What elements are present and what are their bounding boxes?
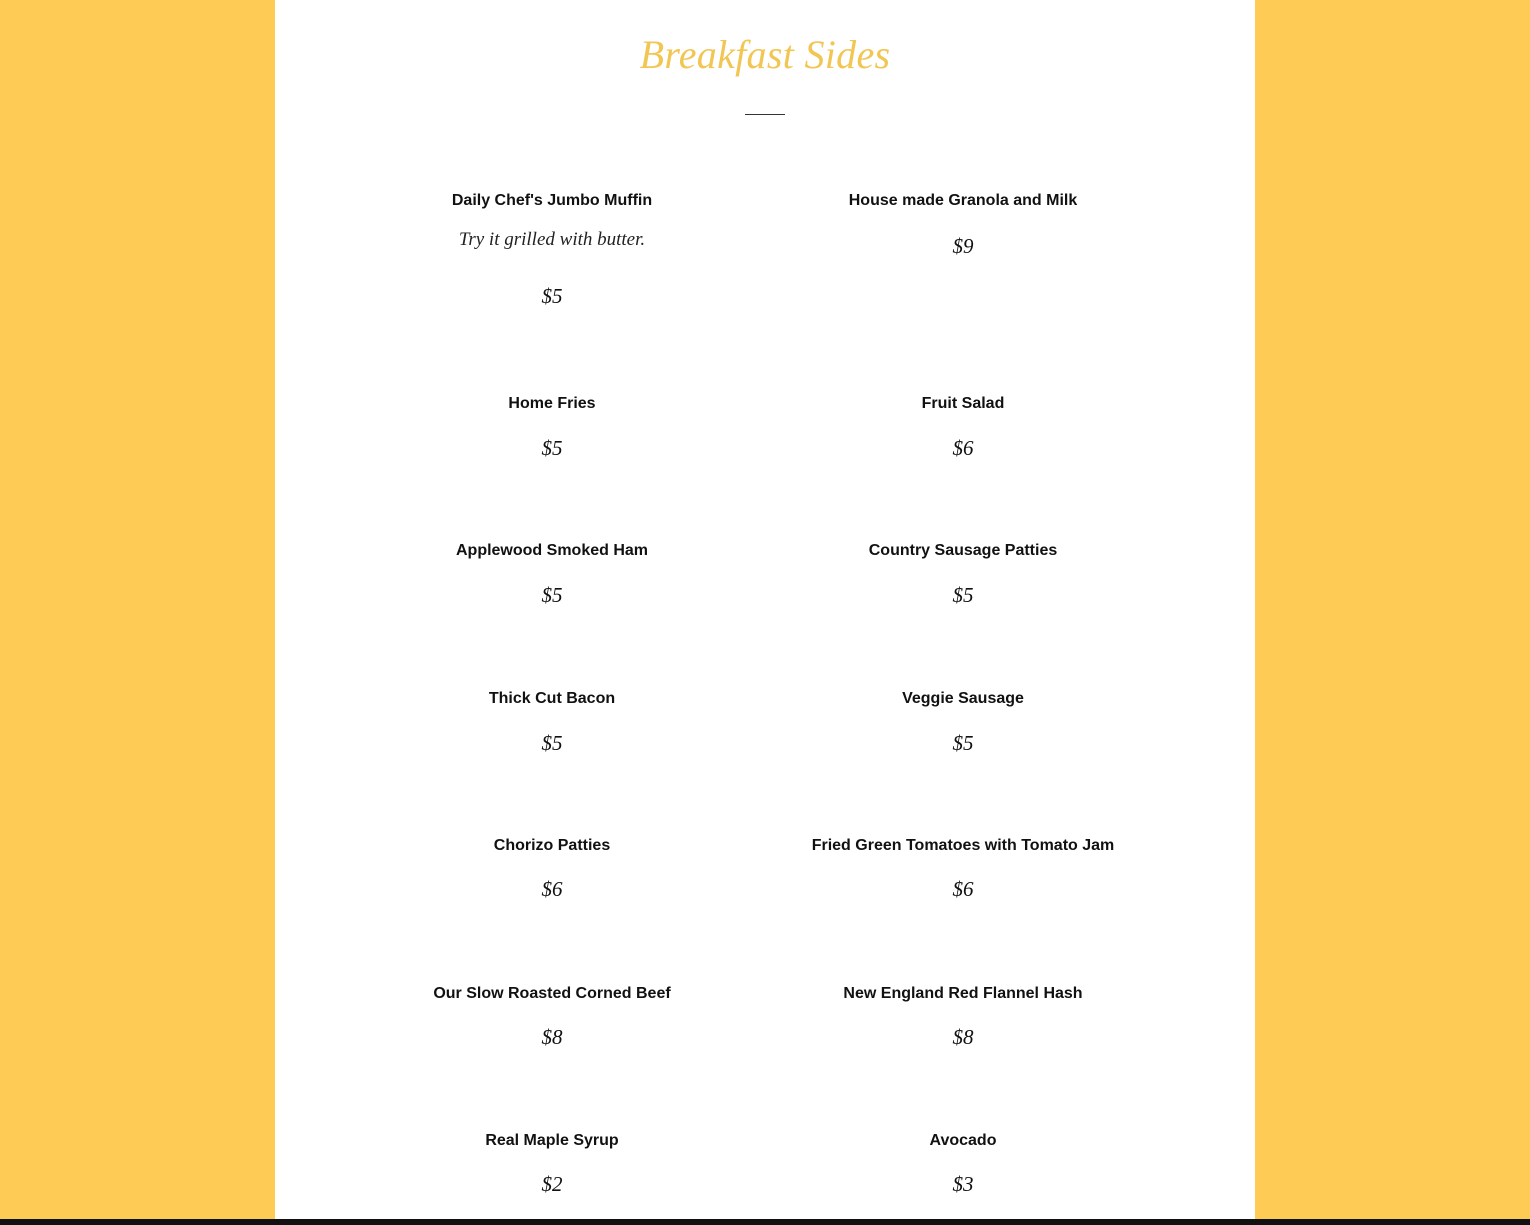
- menu-item: [763, 689, 1163, 756]
- item-name: New England Red Flannel Hash: [843, 985, 1083, 1002]
- item-name: Our Slow Roasted Corned Beef: [433, 985, 671, 1002]
- item-price: $5: [541, 284, 563, 308]
- menu-item: [352, 541, 752, 608]
- item-name: Real Maple Syrup: [485, 1132, 619, 1149]
- item-name: Fried Green Tomatoes with Tomato Jam: [811, 837, 1115, 854]
- menu-item: [352, 836, 752, 902]
- item-price: $8: [952, 1025, 974, 1049]
- item-name: Fruit Salad: [921, 395, 1005, 412]
- item-name: Country Sausage Patties: [868, 542, 1058, 559]
- menu-item: [352, 1131, 752, 1197]
- menu-item: [763, 191, 1163, 259]
- menu-item: [352, 394, 752, 461]
- menu-panel: [275, 0, 1255, 1219]
- item-price: $5: [541, 583, 563, 607]
- item-name: Avocado: [929, 1132, 997, 1149]
- item-name: Thick Cut Bacon: [488, 690, 616, 707]
- item-name: Chorizo Patties: [493, 837, 611, 854]
- menu-item: [352, 191, 752, 309]
- item-name: Veggie Sausage: [902, 690, 1024, 707]
- menu-item: [763, 541, 1163, 608]
- item-price: $6: [541, 877, 563, 901]
- menu-item: [763, 836, 1163, 902]
- section-title: Breakfast Sides: [639, 32, 891, 77]
- item-name: House made Granola and Milk: [848, 192, 1078, 209]
- title-divider: [745, 114, 785, 115]
- item-price: $5: [541, 436, 563, 460]
- item-price: $6: [952, 877, 974, 901]
- item-price: $8: [541, 1025, 563, 1049]
- menu-item: [352, 984, 752, 1050]
- item-price: $3: [952, 1172, 974, 1196]
- bottom-edge-bar: [0, 1219, 1530, 1225]
- item-name: Applewood Smoked Ham: [455, 542, 649, 559]
- menu-item: [763, 984, 1163, 1050]
- menu-item: [763, 394, 1163, 461]
- item-price: $2: [541, 1172, 563, 1196]
- item-price: $6: [952, 436, 974, 460]
- menu-item: [352, 689, 752, 756]
- item-price: $5: [952, 731, 974, 755]
- item-name: Daily Chef's Jumbo Muffin: [451, 192, 653, 209]
- item-price: $5: [952, 583, 974, 607]
- item-name: Home Fries: [508, 395, 596, 412]
- item-price: $9: [952, 234, 974, 258]
- item-description: Try it grilled with butter.: [458, 229, 646, 250]
- item-price: $5: [541, 731, 563, 755]
- menu-item: [763, 1131, 1163, 1197]
